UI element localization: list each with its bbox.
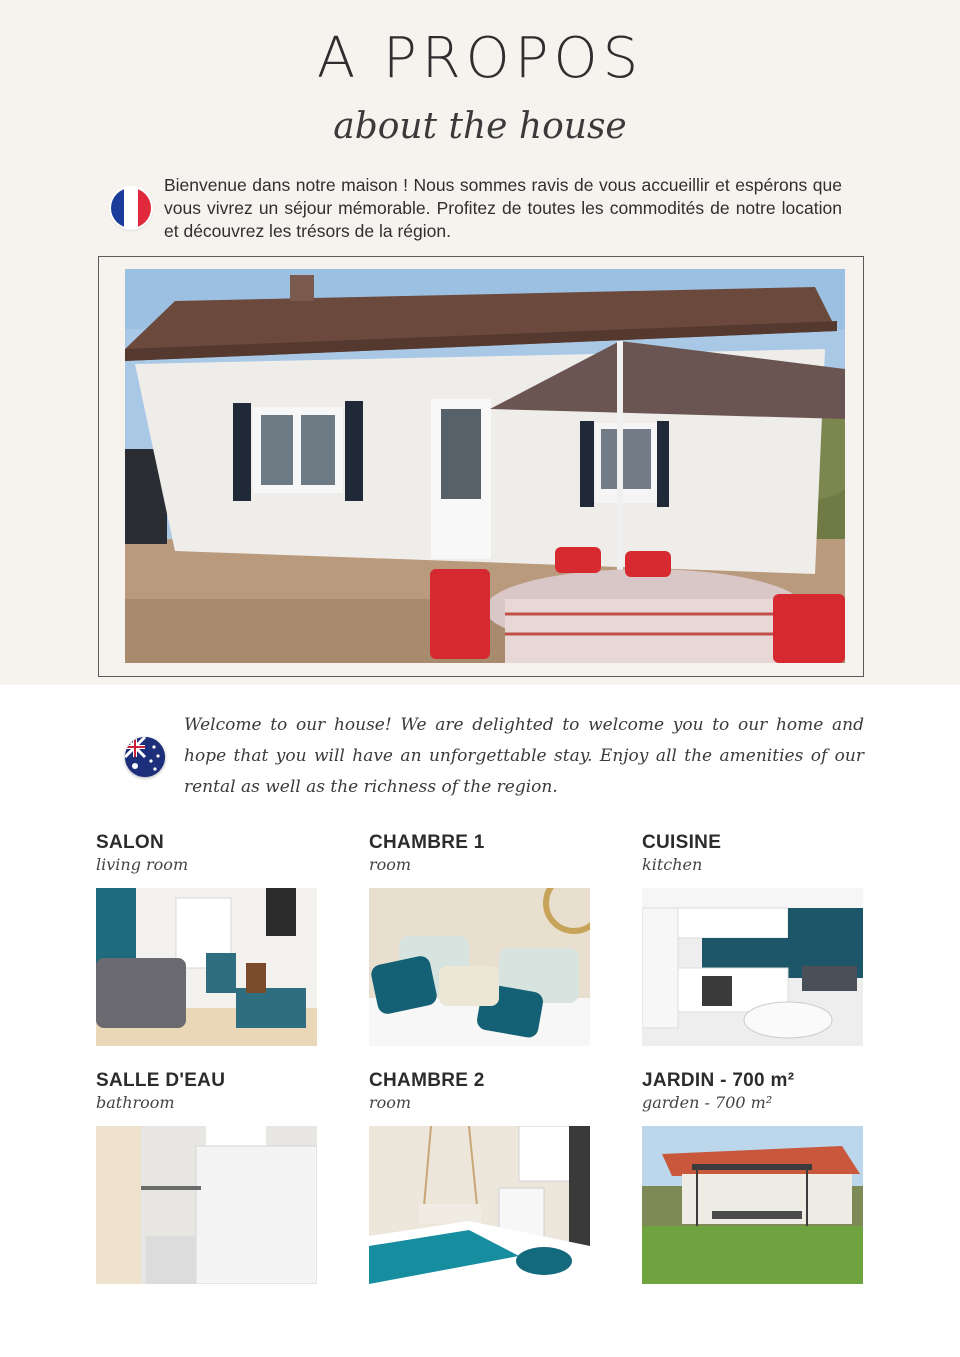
room-subtitle-jardin: garden - 700 m² — [642, 1093, 773, 1112]
room-subtitle-salle-d-eau: bathroom — [96, 1093, 175, 1112]
salon-photo — [96, 888, 317, 1046]
room-title-chambre-1: CHAMBRE 1 — [369, 832, 485, 853]
room-subtitle-cuisine: kitchen — [642, 855, 703, 874]
france-flag-icon — [111, 188, 151, 228]
chambre-2-photo — [369, 1126, 590, 1284]
salle-d-eau-photo — [96, 1126, 317, 1284]
page-subtitle: about the house — [333, 106, 627, 147]
chambre-1-photo — [369, 888, 590, 1046]
room-subtitle-chambre-1: room — [369, 855, 412, 874]
room-title-jardin: JARDIN - 700 m² — [642, 1070, 795, 1091]
room-subtitle-salon: living room — [96, 855, 189, 874]
page-title: A PROPOS — [316, 26, 644, 91]
intro-paragraph-en: Welcome to our house! We are delighted to welcome you to our home and hope that you will have an unforgettable stay. Enjoy all the amenities of our rental as well as the richness of the region. — [184, 715, 864, 797]
intro-paragraph-fr: Bienvenue dans notre maison ! Nous sommes ravis de vous accueillir et espérons que vous vivrez un séjour mémorable. Profitez de toutes les commodités de notre location et découvrez les trésors de la région. — [164, 175, 842, 241]
room-title-chambre-2: CHAMBRE 2 — [369, 1070, 485, 1091]
australia-flag-icon — [125, 737, 165, 777]
jardin-photo — [642, 1126, 863, 1284]
room-title-salon: SALON — [96, 832, 164, 853]
room-title-salle-d-eau: SALLE D'EAU — [96, 1070, 226, 1091]
room-subtitle-chambre-2: room — [369, 1093, 412, 1112]
cuisine-photo — [642, 888, 863, 1046]
house-exterior-photo — [125, 269, 845, 663]
room-title-cuisine: CUISINE — [642, 832, 722, 853]
